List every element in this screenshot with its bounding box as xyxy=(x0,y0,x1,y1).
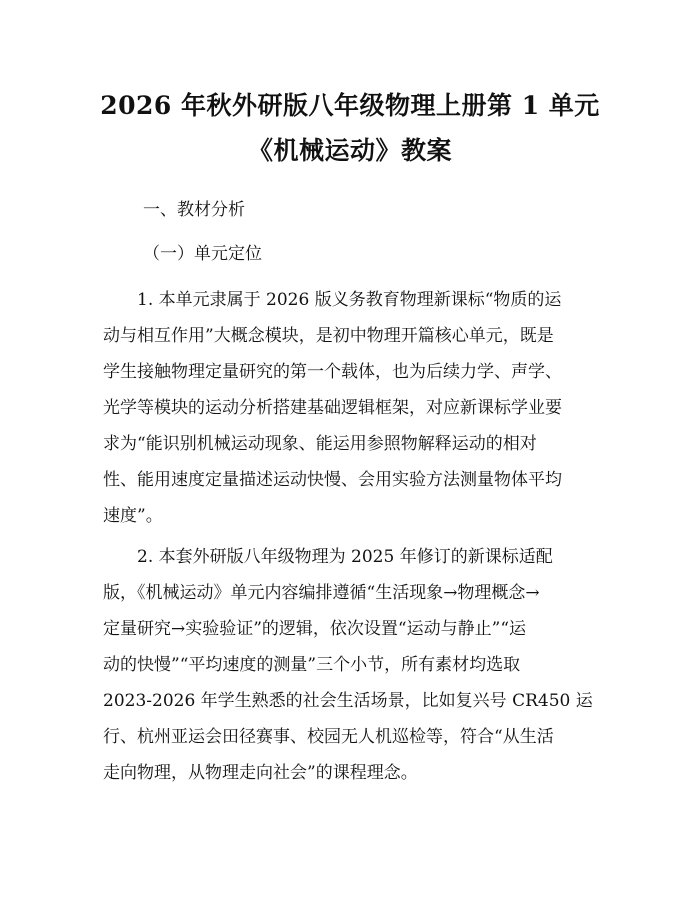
paragraph-line: 求为“能识别机械运动现象、能运用参照物解释运动的相对 xyxy=(103,434,537,454)
paragraph-line: 1. 本单元隶属于 2026 版义务教育物理新课标“物质的运 xyxy=(103,290,562,310)
paragraph-line: 2. 本套外研版八年级物理为 2025 年修订的新课标适配 xyxy=(103,547,553,567)
paragraph-line: 走向物理，从物理走向社会”的课程理念。 xyxy=(103,763,418,783)
document-title-line-1: 2026 年秋外研版八年级物理上册第 1 单元 xyxy=(100,91,600,120)
paragraph-line: 动的快慢”“平均速度的测量”三个小节，所有素材均选取 xyxy=(103,655,521,675)
paragraph-line: 动与相互作用”大概念模块，是初中物理开篇核心单元，既是 xyxy=(103,326,554,346)
subsection-heading: （一）单元定位 xyxy=(143,244,262,264)
paragraph-line: 行、杭州亚运会田径赛事、校园无人机巡检等，符合“从生活 xyxy=(103,727,554,747)
section-heading: 一、教材分析 xyxy=(143,200,245,220)
paragraph-line: 定量研究→实验验证”的逻辑，依次设置“运动与静止”“运 xyxy=(103,619,527,639)
paragraph-line: 版，《机械运动》单元内容编排遵循“生活现象→物理概念→ xyxy=(103,583,540,603)
document-title-line-2: 《机械运动》教案 xyxy=(247,136,452,165)
paragraph-line: 性、能用速度定量描述运动快慢、会用实验方法测量物体平均 xyxy=(103,470,562,490)
paragraph-line: 速度”。 xyxy=(103,506,163,526)
paragraph-line: 光学等模块的运动分析搭建基础逻辑框架，对应新课标学业要 xyxy=(103,398,562,418)
paragraph-1 xyxy=(103,282,603,534)
paragraph-line: 学生接触物理定量研究的第一个载体，也为后续力学、声学、 xyxy=(103,362,562,382)
paragraph-2 xyxy=(103,539,603,791)
paragraph-line: 2023-2026 年学生熟悉的社会生活场景，比如复兴号 CR450 运 xyxy=(103,691,593,711)
